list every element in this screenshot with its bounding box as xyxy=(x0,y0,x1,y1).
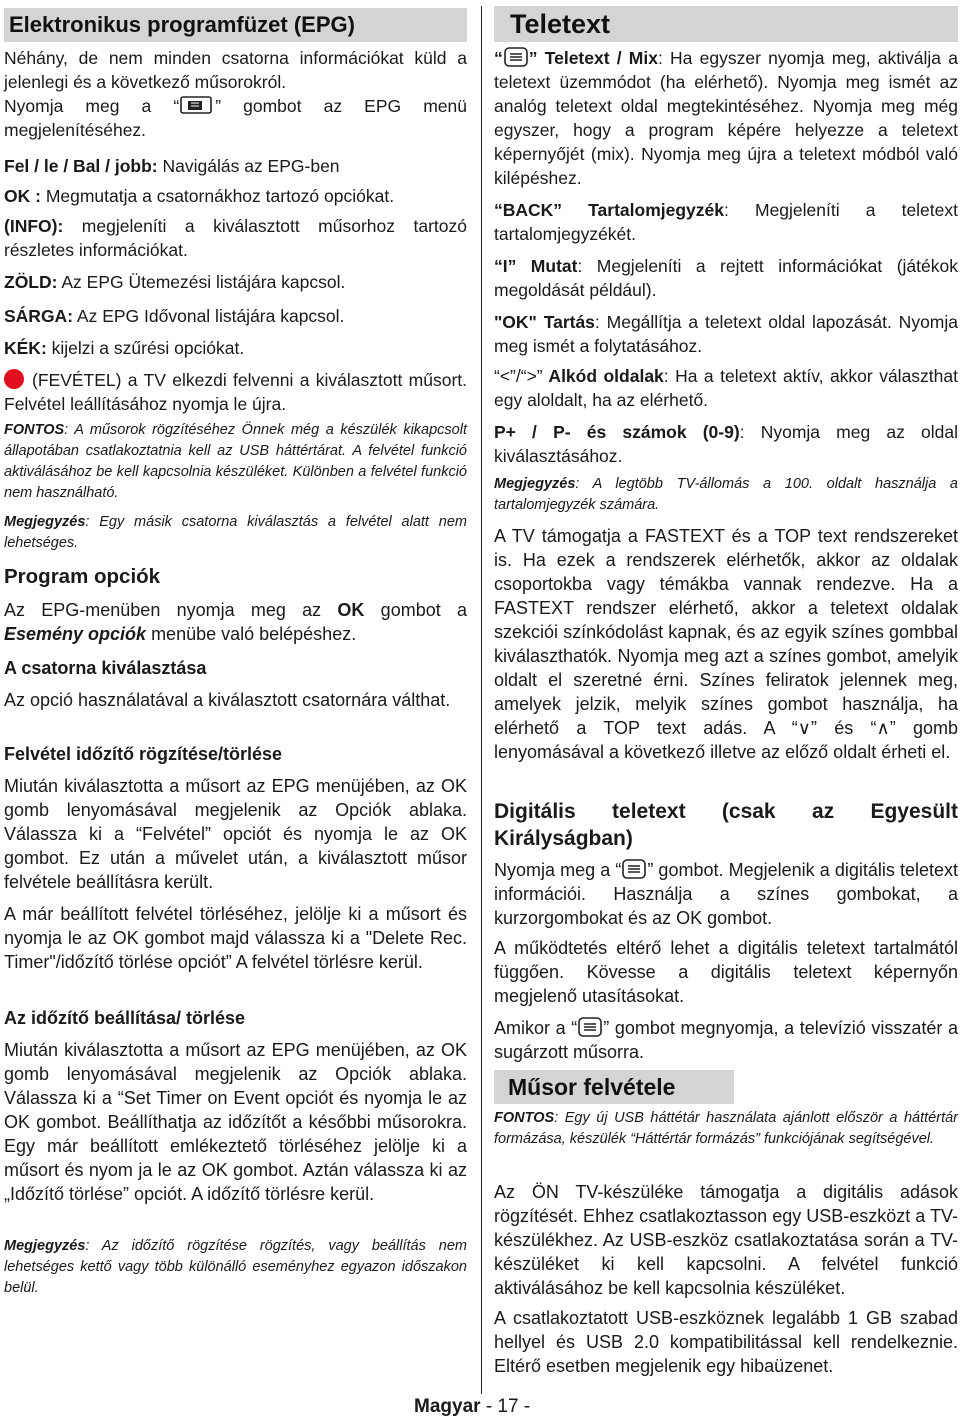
channel-select-title: A csatorna kiválasztása xyxy=(4,658,207,678)
record-line: (FEVÉTEL) a TV elkezdi felvenni a kiválasztott műsort. Felvétel leállításához nyomja le újra. xyxy=(4,370,467,414)
blue-line: KÉK: kijelzi a szűrési opciókat. xyxy=(4,338,245,358)
column-divider xyxy=(481,6,482,1394)
program-options-title: Program opciók xyxy=(4,565,161,588)
important-note-record: FONTOS: A műsorok rögzítéséhez Önnek még a készülék kikapcsolt állapotában csatlakoztatnia kell az USB háttértárat. A felvétel funkció aktiválásához be kell kapcsolnia készüléket. Különben a felvétel funkció nem használható. xyxy=(4,422,467,501)
green-line: ZÖLD: Az EPG Ütemezési listájára kapcsol. xyxy=(4,272,346,292)
epg-open-instruction: Nyomja meg a “ ” gombot az EPG menü megjelenítéséhez. xyxy=(4,96,467,140)
teletext-icon xyxy=(577,1016,603,1038)
reveal-line: “I” Mutat: Megjeleníti a rejtett információkat (játékok megoldását például). xyxy=(494,256,958,300)
back-line: “BACK” Tartalomjegyzék: Megjeleníti a teletext tartalomjegyzékét. xyxy=(494,200,958,244)
page-number-line: P+ / P- és számok (0-9): Nyomja meg az oldal kiválasztásához. xyxy=(494,422,958,466)
nav-line: Fel / le / Bal / jobb: Navigálás az EPG-ben xyxy=(4,156,340,176)
channel-select-text: Az opció használatával a kiválasztott csatornára válthat. xyxy=(4,690,451,710)
section-title-epg: Elektronikus programfüzet (EPG) xyxy=(4,8,467,42)
teletext-icon xyxy=(621,858,647,880)
yellow-line: SÁRGA: Az EPG Idővonal listájára kapcsol. xyxy=(4,306,345,326)
epg-guide-icon xyxy=(179,95,215,115)
digital-teletext-title: Digitális teletext (csak az Egyesült Királyságban) xyxy=(494,800,958,850)
section-title-recording: Műsor felvétele xyxy=(494,1070,734,1104)
note-record-channel: Megjegyzés: Egy másik csatorna kiválasztás a felvétel alatt nem lehetséges. xyxy=(4,514,467,551)
digital-teletext-text-2: A működtetés eltérő lehet a digitális teletext tartalmától függően. Kövesse a digitális teletext képernyőn megjelenő utasításokat. xyxy=(494,938,958,1006)
record-timer-title: Felvétel időzítő rögzítése/törlése xyxy=(4,744,283,764)
teletext-mix-line: “ ” Teletext / Mix: Ha egyszer nyomja meg, aktiválja a teletext üzemmódot (ha elérhető). Nyomja meg ismét az analóg teletext oldal megtekintéséhez. Nyomja meg még egyszer, hogy a program képére helyezze a teletext képernyőjét (mix). Nyomja meg újra a teletext módból való kilépéshez. xyxy=(494,48,958,188)
record-timer-text-2: A már beállított felvétel törléséhez, jelölje ki a műsort és nyomja le az OK gombot majd válassza ki a "Delete Rec. Timer"/időzítő törlése opciót” A felvétel törlésre kerül. xyxy=(4,904,467,972)
digital-teletext-text-1: Nyomja meg a “ ” gombot. Megjelenik a digitális teletext információi. Használja a színes gombokat, a kurzorgombokat és az OK gombot. xyxy=(494,860,958,928)
ok-line: OK : Megmutatja a csatornákhoz tartozó opciókat. xyxy=(4,186,395,206)
recording-text-2: A csatlakoztatott USB-eszköznek legalább 1 GB szabad hellyel és USB 2.0 kompatibilitással kell rendelkeznie. Eltérő esetben megjelenik egy hibaüzenet. xyxy=(494,1308,958,1376)
info-line: (INFO): megjeleníti a kiválasztott műsorhoz tartozó részletes információkat. xyxy=(4,216,467,260)
program-options-text: Az EPG-menüben nyomja meg az OK gombot a Esemény opciók menübe való belépéshez. xyxy=(4,600,467,644)
page-footer: Magyar - 17 - xyxy=(414,1396,531,1417)
timer-text: Miután kiválasztotta a műsort az EPG menüjében, az OK gomb lenyomásával megjelenik az Opciók ablaka. Válassza ki a “Set Timer on Event opciót és nyomja le az OK gombot. Beállíthatja az időzítőt a későbbi műsorokra. Egy már beállított emlékeztető törléséhez jelölje ki a műsort és nyom ja le az OK gombot. Aztán válassza ki az „Időzítő törlése” opciót. A időzítő törlésre kerül. xyxy=(4,1040,467,1204)
digital-teletext-text-3: Amikor a “ ” gombot megnyomja, a televízió visszatér a sugárzott műsorra. xyxy=(494,1018,958,1062)
record-button-icon xyxy=(4,369,24,389)
epg-intro: Néhány, de nem minden csatorna információkat küld a jelenlegi és a következő műsorokról. xyxy=(4,48,467,92)
note-timer: Megjegyzés: Az időzítő rögzítése rögzítés, vagy beállítás nem lehetséges kettő vagy több különálló eseményhez egyazon időszakon belül. xyxy=(4,1238,467,1296)
fastext-text: A TV támogatja a FASTEXT és a TOP text rendszereket is. Ha ezek a rendszerek elérhetők, akkor az oldalak csoportokba vagy témákba vannak rendezve. Ha a FASTEXT rendszer elérhető, akkor a teletext oldalak szekciói színkódolást kapnak, és az egyik színes gombbal kiválaszthatók. Nyomja meg azt a színes gombot, amelyik oldalt el szeretné érni. Színes feliratok jelennek meg, amelyek jelzik, melyik színes gombot használja, ha elérhető a TOP text adás. A “∨” és “∧” gomb lenyomásával a következő illetve az előző oldalt érheti el. xyxy=(494,526,958,762)
timer-title: Az időzítő beállítása/ törlése xyxy=(4,1008,246,1028)
hold-line: "OK" Tartás: Megállítja a teletext oldal lapozását. Nyomja meg ismét a folytatásához. xyxy=(494,312,958,356)
teletext-note: Megjegyzés: A legtöbb TV-állomás a 100. oldalt használja a tartalomjegyzék számára. xyxy=(494,476,958,513)
section-title-teletext: Teletext xyxy=(494,6,958,42)
recording-text-1: Az ÖN TV-készüléke támogatja a digitális adások rögzítését. Ehhez csatlakoztasson egy USB-eszközt a TV-készülékhez. Az USB-eszköz csatlakoztatása során a TV-készüléket ki kell kapcsolni. A felvétel funkció aktiválásához be kell kapcsolnia készüléket. xyxy=(494,1182,958,1298)
teletext-icon xyxy=(503,46,529,68)
page-number: - 17 - xyxy=(485,1396,531,1417)
subpage-line: “<”/“>” Alkód oldalak: Ha a teletext aktív, akkor választhat egy aloldalt, ha az elérhető. xyxy=(494,366,958,410)
record-timer-text-1: Miután kiválasztotta a műsort az EPG menüjében, az OK gomb lenyomásával megjelenik az Opciók ablaka. Válassza ki a “Felvétel” opciót és nyomja le az OK gombot. Ez után a művelet után, a kiválasztott műsor felvétele beállításra került. xyxy=(4,776,467,892)
recording-important-note: FONTOS: Egy új USB háttétár használata ajánlott először a háttértár formázása, készülék “Háttértár formázás” funkciójának segítségével. xyxy=(494,1110,958,1147)
